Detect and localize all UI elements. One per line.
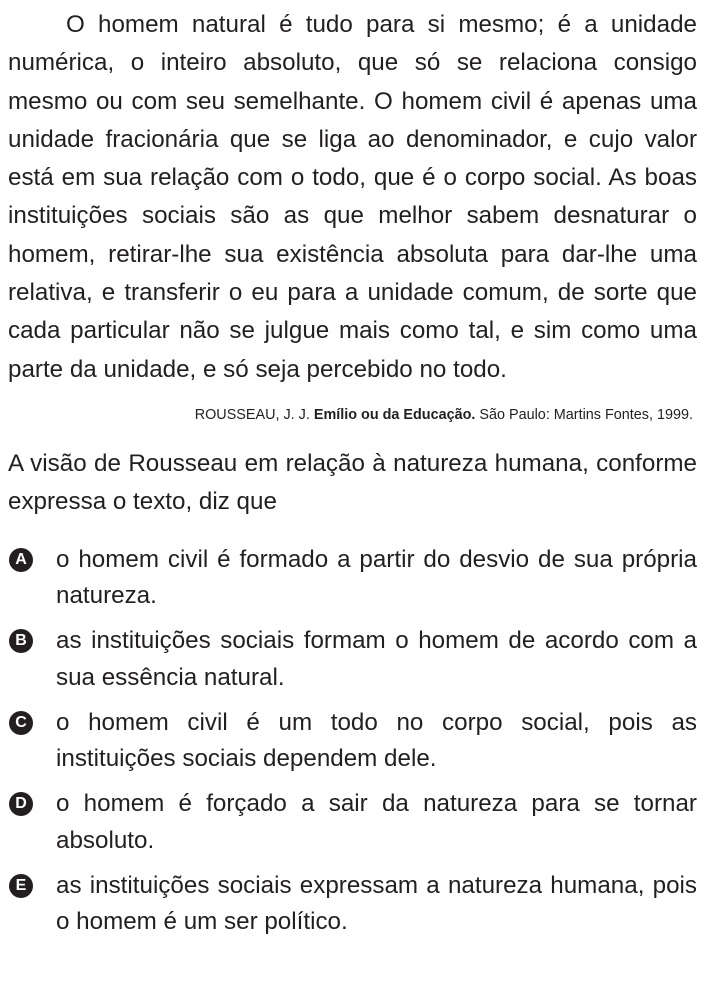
answer-options	[8, 542, 697, 941]
option-a-text: o homem civil é formado a partir do desvio de sua própria natureza.	[56, 545, 697, 610]
option-e[interactable]	[8, 868, 697, 941]
citation	[8, 405, 693, 425]
option-e-text: as instituições sociais expressam a natureza humana, pois o homem é um ser político.	[56, 871, 697, 936]
passage-text: O homem natural é tudo para si mesmo; é a unidade numérica, o inteiro absoluto, que só se relaciona consigo mesmo ou com seu semelhante. O homem civil é apenas uma unidade fracionária que se liga ao denominador, e cujo valor está em sua relação com o todo, que é o corpo social. As boas instituições sociais são as que melhor sabem desnaturar o homem, retirar-lhe sua existência absoluta para dar-lhe uma relativa, e transferir o eu para a unidade comum, de sorte que cada particular não se julgue mais como tal, e sim como uma parte da unidade, e só seja percebido no todo.	[8, 11, 697, 383]
option-d-letter-badge: D	[9, 792, 33, 816]
citation-author: ROUSSEAU, J. J.	[194, 406, 310, 423]
question-stem: A visão de Rousseau em relação à natureza humana, conforme expressa o texto, diz que	[8, 449, 697, 516]
option-b-text: as instituições sociais formam o homem de acordo com a sua essência natural.	[56, 627, 697, 691]
option-d-text: o homem é forçado a sair da natureza para se tornar absoluto.	[56, 790, 697, 854]
option-b[interactable]	[8, 623, 697, 696]
citation-title: Emílio ou da Educação.	[313, 406, 476, 423]
option-c-letter-badge: C	[9, 711, 33, 735]
option-e-letter-badge: E	[9, 874, 33, 898]
option-b-letter-badge: B	[9, 629, 33, 653]
option-c-text: o homem civil é um todo no corpo social, pois as instituições sociais dependem dele.	[56, 708, 697, 773]
option-c[interactable]	[8, 705, 697, 778]
citation-publisher: São Paulo: Martins Fontes, 1999.	[479, 406, 693, 423]
option-a-letter-badge: A	[9, 548, 33, 572]
option-a[interactable]	[8, 542, 697, 615]
option-d[interactable]	[8, 786, 697, 859]
